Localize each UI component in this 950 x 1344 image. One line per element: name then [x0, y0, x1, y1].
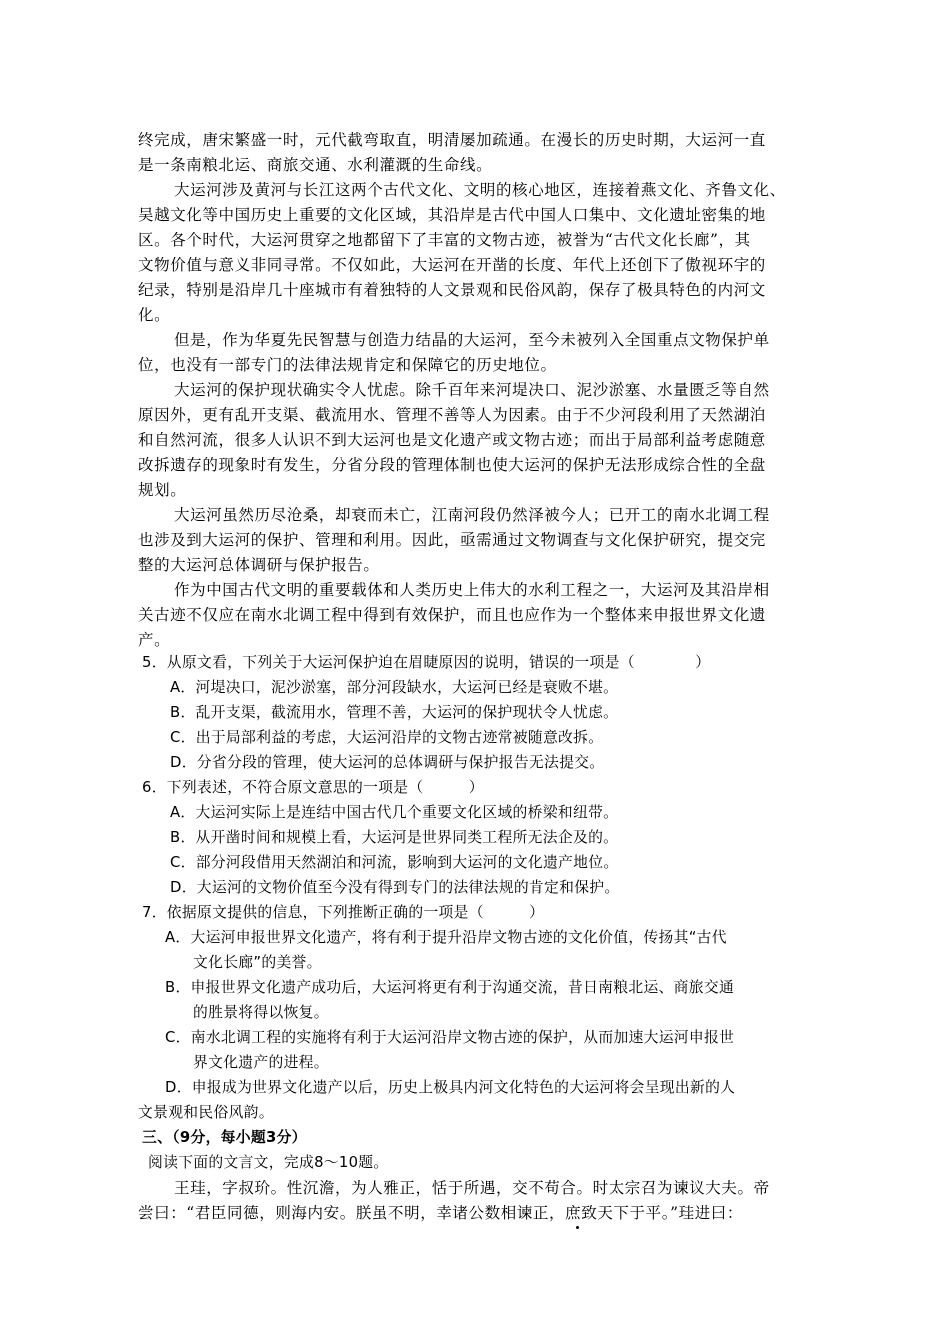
passage-line: 关古迹不仅应在南水北调工程中得到有效保护，而且也应作为一个整体来申报世界文化遗 — [138, 606, 766, 624]
classical-line: 尝曰：“君臣同德，则海内安。朕虽不明，幸诸公数相谏正，庶致天下于平。”珪进曰： — [138, 1204, 744, 1222]
passage-line: 规划。 — [138, 481, 187, 499]
passage-line: 大运河的保护现状确实令人忧虑。除千百年来河堤决口、泥沙淤塞、水量匮乏等自然 — [174, 381, 770, 399]
passage-line: 和自然河流，很多人认识不到大运河也是文化遗产或文物古迹；而出于局部利益考虑随意 — [138, 431, 766, 449]
option-d-cont: 文景观和民俗风韵。 — [138, 1104, 274, 1121]
passage-line: 是一条南粮北运、商旅交通、水利灌溉的生命线。 — [138, 156, 493, 174]
option-a: A．河堤决口，泥沙淤塞，部分河段缺水，大运河已经是衰败不堪。 — [170, 679, 619, 696]
passage-line: 吴越文化等中国历史上重要的文化区域，其沿岸是古代中国人口集中、文化遗址密集的地 — [138, 206, 766, 224]
section-heading: 三、（9分，每小题3分） — [142, 1129, 307, 1146]
passage-line: 作为中国古代文明的重要载体和人类历史上伟大的水利工程之一，大运河及其沿岸相 — [174, 581, 770, 599]
passage-line: 大运河涉及黄河与长江这两个古代文化、文明的核心地区，连接着燕文化、齐鲁文化、 — [174, 181, 786, 199]
option-d: D．申报成为世界文化遗产以后，历史上极具内河文化特色的大运河将会呈现出新的人 — [165, 1079, 736, 1096]
option-c: C．南水北调工程的实施将有利于大运河沿岸文物古迹的保护，从而加速大运河申报世 — [165, 1029, 735, 1046]
classical-line: 王珪，字叔玠。性沉澹，为人雅正，恬于所遇，交不苟合。时太宗召为谏议大夫。帝 — [174, 1179, 770, 1197]
passage-line: 改拆遗存的现象时有发生，分省分段的管理体制也使大运河的保护无法形成综合性的全盘 — [138, 456, 766, 474]
passage-line: 终完成，唐宋繁盛一时，元代截弯取直，明清屡加疏通。在漫长的历史时期，大运河一直 — [138, 131, 766, 149]
option-d: D．分省分段的管理，使大运河的总体调研与保护报告无法提交。 — [170, 754, 605, 771]
option-a: A．大运河申报世界文化遗产，将有利于提升沿岸文物古迹的文化价值，传扬其“古代 — [165, 929, 727, 946]
passage-line: 但是，作为华夏先民智慧与创造力结晶的大运河，至今未被列入全国重点文物保护单 — [174, 331, 770, 349]
option-c: C．出于局部利益的考虑，大运河沿岸的文物古迹常被随意改拆。 — [170, 729, 604, 746]
passage-line: 纪录，特别是沿岸几十座城市有着独特的人文景观和民俗风韵，保存了极具特色的内河文 — [138, 281, 766, 299]
passage-line: 文物价值与意义非同寻常。不仅如此，大运河在开凿的长度、年代上还创下了傲视环宇的 — [138, 256, 766, 274]
section-instruction: 阅读下面的文言文，完成8～10题。 — [148, 1154, 389, 1171]
passage-line: 产。 — [138, 631, 171, 649]
option-b-cont: 的胜景将得以恢复。 — [193, 1004, 329, 1021]
question-stem: 7．依据原文提供的信息，下列推断正确的一项是（ ） — [142, 904, 545, 921]
passage-line: 区。各个时代，大运河贯穿之地都留下了丰富的文物古迹，被誉为“古代文化长廊”，其 — [138, 231, 751, 249]
option-b: B．申报世界文化遗产成功后，大运河将更有利于沟通交流，昔日南粮北运、商旅交通 — [165, 979, 735, 996]
passage-line: 原因外，更有乱开支渠、截流用水、管理不善等人为因素。由于不少河段利用了天然湖泊 — [138, 406, 766, 424]
emphasis-dot — [576, 1226, 579, 1229]
option-a-cont: 文化长廊”的美誉。 — [193, 954, 322, 971]
passage-line: 位，也没有一部专门的法律法规肯定和保障它的历史地位。 — [138, 356, 557, 374]
option-c-cont: 界文化遗产的进程。 — [193, 1054, 329, 1071]
passage-line: 整的大运河总体调研与保护报告。 — [138, 556, 380, 574]
passage-line: 也涉及到大运河的保护、管理和利用。因此，亟需通过文物调查与文化保护研究，提交完 — [138, 531, 766, 549]
option-b: B．乱开支渠，截流用水，管理不善，大运河的保护现状令人忧虑。 — [170, 704, 619, 721]
question-stem: 5．从原文看，下列关于大运河保护迫在眉睫原因的说明，错误的一项是（ ） — [142, 654, 711, 671]
passage-line: 化。 — [138, 306, 171, 324]
option-b: B．从开凿时间和规模上看，大运河是世界同类工程所无法企及的。 — [170, 829, 619, 846]
option-a: A．大运河实际上是连结中国古代几个重要文化区域的桥梁和纽带。 — [170, 804, 619, 821]
option-c: C．部分河段借用天然湖泊和河流，影响到大运河的文化遗产地位。 — [170, 854, 619, 871]
passage-line: 大运河虽然历尽沧桑，却衰而未亡，江南河段仍然泽被今人；已开工的南水北调工程 — [174, 506, 770, 524]
question-stem: 6．下列表述，不符合原文意思的一项是（ ） — [142, 779, 484, 796]
option-d: D．大运河的文物价值至今没有得到专门的法律法规的肯定和保护。 — [170, 879, 620, 896]
